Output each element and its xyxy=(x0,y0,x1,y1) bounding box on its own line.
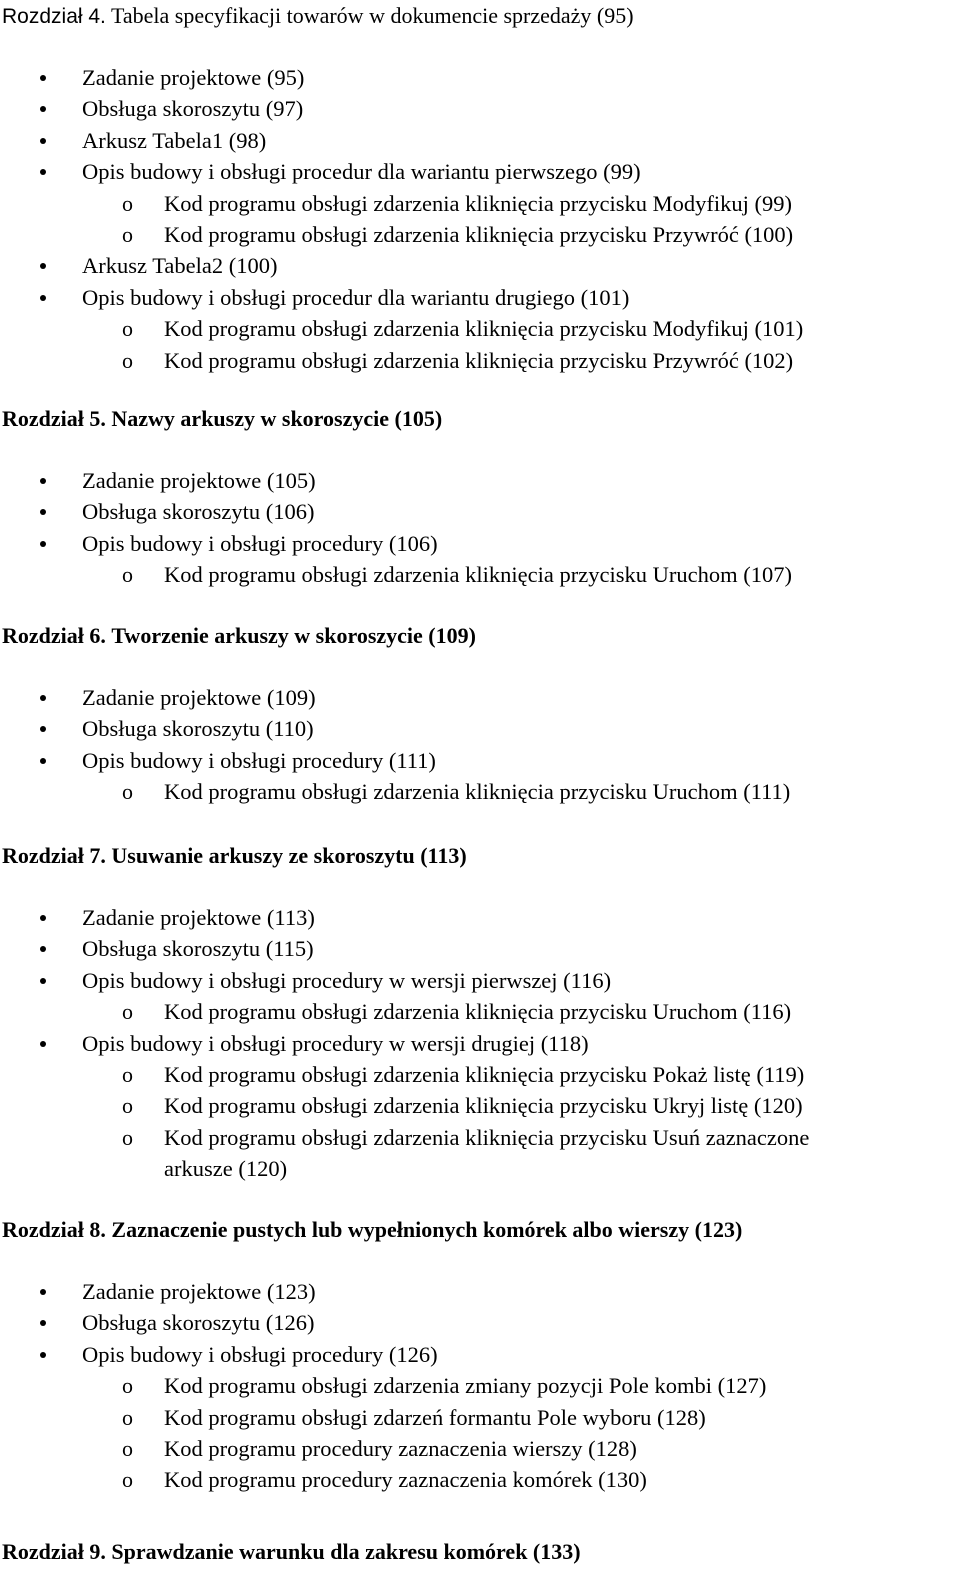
list-item-text: Arkusz Tabela1 (98) xyxy=(82,127,267,153)
chapter-heading xyxy=(2,0,634,32)
sub-list-item xyxy=(0,996,960,1027)
sub-list-item xyxy=(0,188,960,219)
sub-list-item xyxy=(0,345,960,376)
list-item-text: Kod programu procedury zaznaczenia komórek (130) xyxy=(164,1467,647,1493)
list-item xyxy=(0,125,960,156)
list-item xyxy=(0,745,960,776)
list-item xyxy=(0,93,960,124)
chapter-number: Rozdział 4. xyxy=(2,5,106,28)
bullet-icon xyxy=(40,138,46,144)
list-item-text: Kod programu obsługi zdarzenia kliknięcia przycisku Ukryj listę (120) xyxy=(164,1093,803,1119)
sub-bullet-marker: o xyxy=(122,779,133,805)
sub-list-item xyxy=(0,1370,960,1401)
sub-bullet-marker: o xyxy=(122,190,133,216)
bullet-icon xyxy=(40,75,46,81)
list-item-text: Zadanie projektowe (95) xyxy=(82,65,305,90)
list-item xyxy=(0,528,960,559)
chapter-title: Zaznaczenie pustych lub wypełnionych komórek albo wierszy (123) xyxy=(111,1217,743,1242)
list-item-text: Opis budowy i obsługi procedury (111) xyxy=(82,747,436,773)
chapter-title: Tworzenie arkuszy w skoroszycie (109) xyxy=(111,623,476,648)
sub-bullet-marker: o xyxy=(122,1373,133,1399)
bullet-icon xyxy=(40,541,46,547)
sub-bullet-marker: o xyxy=(122,1062,133,1087)
list-item-text: Opis budowy i obsługi procedury (106) xyxy=(82,530,438,556)
chapter-heading xyxy=(2,840,467,872)
list-item-text: Kod programu obsługi zdarzenia kliknięcia przycisku Modyfikuj (99) xyxy=(164,190,792,216)
chapter-heading xyxy=(2,403,442,435)
list-item-text: Obsługa skoroszytu (126) xyxy=(82,1310,315,1336)
list-item-text: Kod programu obsługi zdarzeń formantu Pole wyboru (128) xyxy=(164,1404,706,1430)
list-item xyxy=(0,156,960,187)
list-item xyxy=(0,1307,960,1338)
list-item-text: Obsługa skoroszytu (110) xyxy=(82,716,314,742)
bullet-icon xyxy=(40,1289,46,1295)
chapter-number: Rozdział 5. xyxy=(2,406,106,431)
list-item-text: Zadanie projektowe (109) xyxy=(82,685,316,710)
bullet-icon xyxy=(40,758,46,764)
sub-bullet-marker: o xyxy=(122,222,133,247)
list-item-text: Opis budowy i obsługi procedur dla wariantu pierwszego (99) xyxy=(82,159,641,185)
chapter-heading xyxy=(2,620,476,652)
chapter-number: Rozdział 8. xyxy=(2,1217,106,1242)
chapter-title: Nazwy arkuszy w skoroszycie (105) xyxy=(111,406,443,431)
list-item-text: Kod programu obsługi zdarzenia zmiany pozycji Pole kombi (127) xyxy=(164,1373,767,1399)
chapter-number: Rozdział 6. xyxy=(2,623,106,648)
bullet-icon xyxy=(40,946,46,952)
list-item-text: Kod programu obsługi zdarzenia kliknięcia przycisku Przywróć (100) xyxy=(164,222,794,247)
list-item-text: Arkusz Tabela2 (100) xyxy=(82,253,278,279)
list-item-text: Kod programu obsługi zdarzenia kliknięcia przycisku Przywróć (102) xyxy=(164,347,794,373)
sub-bullet-marker: o xyxy=(122,1124,133,1150)
sub-list-item xyxy=(0,219,960,250)
list-item-text: arkusze (120) xyxy=(164,1156,288,1182)
list-item-text: Zadanie projektowe (123) xyxy=(82,1279,316,1304)
list-item-text: Kod programu obsługi zdarzenia kliknięcia przycisku Uruchom (116) xyxy=(164,999,792,1025)
list-item xyxy=(0,965,960,996)
sub-list-item xyxy=(0,559,960,590)
bullet-icon xyxy=(40,1352,46,1358)
list-item-text: Kod programu obsługi zdarzenia kliknięcia przycisku Uruchom (107) xyxy=(164,562,792,588)
list-item xyxy=(0,902,960,933)
sub-list-item xyxy=(0,1090,960,1121)
list-item xyxy=(0,1276,960,1307)
bullet-icon xyxy=(40,726,46,732)
chapter-heading xyxy=(2,1214,742,1246)
list-item-text: Kod programu obsługi zdarzenia kliknięcia przycisku Pokaż listę (119) xyxy=(164,1062,805,1087)
chapter-number: Rozdział 7. xyxy=(2,843,106,868)
list-item-text: Kod programu obsługi zdarzenia kliknięcia przycisku Modyfikuj (101) xyxy=(164,316,804,342)
bullet-icon xyxy=(40,478,46,484)
sub-bullet-marker: o xyxy=(122,347,133,373)
list-item-text: Zadanie projektowe (113) xyxy=(82,905,315,930)
bullet-icon xyxy=(40,978,46,984)
sub-list-item xyxy=(0,1433,960,1464)
list-item xyxy=(0,1028,960,1059)
bullet-icon xyxy=(40,295,46,301)
sub-bullet-marker: o xyxy=(122,562,133,588)
list-item xyxy=(0,282,960,313)
sub-list-item xyxy=(0,1402,960,1433)
list-item-text: Opis budowy i obsługi procedury (126) xyxy=(82,1341,438,1367)
sub-bullet-marker: o xyxy=(122,1467,133,1493)
bullet-icon xyxy=(40,169,46,175)
bullet-icon xyxy=(40,1041,46,1047)
chapter-heading xyxy=(2,1536,581,1568)
sub-list-item-continuation xyxy=(0,1153,960,1184)
list-item xyxy=(0,465,960,496)
list-item xyxy=(0,250,960,281)
list-item-text: Opis budowy i obsługi procedury w wersji drugiej (118) xyxy=(82,1030,589,1056)
list-item xyxy=(0,496,960,527)
sub-bullet-marker: o xyxy=(122,999,133,1025)
list-item-text: Obsługa skoroszytu (106) xyxy=(82,499,315,525)
list-item xyxy=(0,682,960,713)
chapter-title: Sprawdzanie warunku dla zakresu komórek (133) xyxy=(111,1539,581,1564)
list-item-text: Kod programu obsługi zdarzenia kliknięcia przycisku Uruchom (111) xyxy=(164,779,791,805)
bullet-icon xyxy=(40,263,46,269)
sub-list-item xyxy=(0,776,960,807)
list-item-text: Obsługa skoroszytu (115) xyxy=(82,936,314,962)
sub-list-item xyxy=(0,1059,960,1090)
list-item xyxy=(0,62,960,93)
list-item-text: Zadanie projektowe (105) xyxy=(82,468,316,493)
bullet-icon xyxy=(40,106,46,112)
sub-bullet-marker: o xyxy=(122,1436,133,1461)
list-item-text: Opis budowy i obsługi procedur dla wariantu drugiego (101) xyxy=(82,284,630,310)
chapter-number: Rozdział 9. xyxy=(2,1539,106,1564)
list-item-text: Obsługa skoroszytu (97) xyxy=(82,96,304,122)
list-item xyxy=(0,1339,960,1370)
chapter-title: Tabela specyfikacji towarów w dokumencie sprzedaży (95) xyxy=(111,3,634,28)
sub-bullet-marker: o xyxy=(122,1404,133,1430)
bullet-icon xyxy=(40,915,46,921)
list-item-text: Opis budowy i obsługi procedury w wersji pierwszej (116) xyxy=(82,967,612,993)
sub-list-item xyxy=(0,1122,960,1153)
chapter-title: Usuwanie arkuszy ze skoroszytu (113) xyxy=(111,843,467,868)
sub-bullet-marker: o xyxy=(122,1093,133,1119)
bullet-icon xyxy=(40,509,46,515)
bullet-icon xyxy=(40,695,46,701)
list-item-text: Kod programu obsługi zdarzenia kliknięcia przycisku Usuń zaznaczone xyxy=(164,1124,810,1150)
bullet-icon xyxy=(40,1320,46,1326)
list-item xyxy=(0,933,960,964)
sub-list-item xyxy=(0,1464,960,1495)
list-item-text: Kod programu procedury zaznaczenia wierszy (128) xyxy=(164,1436,637,1461)
list-item xyxy=(0,713,960,744)
sub-list-item xyxy=(0,313,960,344)
sub-bullet-marker: o xyxy=(122,316,133,342)
